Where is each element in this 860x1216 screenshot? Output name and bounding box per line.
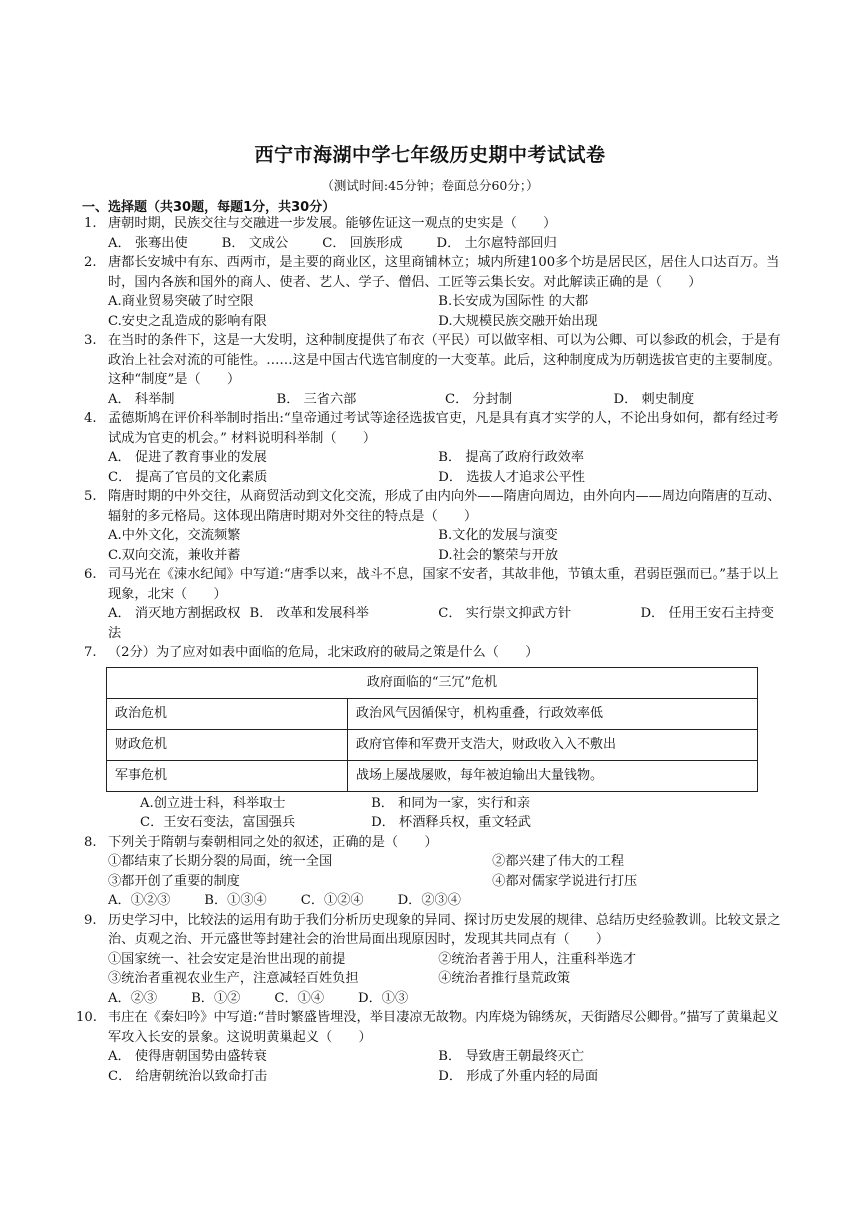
question-stem: 下列关于隋朝与秦朝相同之处的叙述，正确的是（ ） — [108, 834, 438, 850]
options-3 — [82, 390, 782, 410]
option-d[interactable]: D． 任用王安石主持变 — [640, 606, 774, 621]
table-cell: 政治危机 — [107, 698, 348, 729]
question-1 — [82, 214, 782, 234]
option-a[interactable]: A． 科举制 — [108, 391, 175, 407]
option-b[interactable]: B． 三省六部 — [276, 391, 357, 407]
option-c[interactable]: C．王安石变法，富国强兵 — [140, 815, 296, 830]
option-c[interactable]: C． 回族形成 — [322, 235, 403, 251]
option-b[interactable]: B． 改革和发展科举 — [249, 606, 369, 621]
option-a[interactable]: A.创立进士科，科举取士 — [140, 795, 286, 811]
statement-item: ②都兴建了伟大的工程 — [492, 854, 625, 869]
crisis-table — [106, 667, 758, 792]
options-8 — [82, 891, 782, 911]
table-cell: 战场上屡战屡败，每年被迫输出大量钱物。 — [348, 760, 758, 791]
option-a[interactable]: A．①②③ — [108, 893, 171, 908]
option-c[interactable]: C． 分封制 — [445, 391, 513, 407]
question-6 — [82, 565, 782, 604]
question-stem: 在当时的条件下，这是一大发明，这种制度提供了布衣（平民）可以做宰相、可以为公卿、可以参政的机会，于是有政治上社会对流的可能性。……这是中国古代选官制度的一大变革。此后，这种制度成为历朝选拔官吏的主要制度。这种“制度”是（ ） — [108, 333, 781, 387]
option-c[interactable]: C．①④ — [274, 990, 325, 1006]
statements-9 — [82, 950, 782, 989]
statement-item: ④统治者推行垦荒政策 — [438, 971, 571, 986]
option-b[interactable]: B．①③④ — [204, 893, 267, 908]
option-d[interactable]: D． 选拔人才追求公平性 — [438, 469, 585, 485]
question-stem: 唐都长安城中有东、西两市，是主要的商业区，这里商铺林立；城内所建100多个坊是居民区，居住人口达百万。当时，国内各族和国外的商人、使者、艺人、学子、僧侣、工匠等云集长安。对此解读正确的是（ ） — [108, 255, 780, 290]
option-d[interactable]: D． 杯酒释兵权，重文轻武 — [371, 815, 531, 830]
question-number: 7. — [84, 645, 97, 660]
options-4 — [82, 448, 782, 487]
option-d[interactable]: D.大规模民族交融开始出现 — [438, 313, 598, 329]
question-10 — [76, 1008, 782, 1047]
option-d[interactable]: D． 形成了外重内轻的局面 — [438, 1068, 599, 1084]
options-10 — [82, 1047, 782, 1086]
option-c[interactable]: C.双向交流，兼收并蓄 — [108, 547, 241, 563]
option-c[interactable]: C． 给唐朝统治以致命打击 — [108, 1068, 268, 1084]
page-title: 西宁市海湖中学七年级历史期中考试试卷 — [254, 144, 606, 166]
option-b[interactable]: B． 文成公 — [221, 235, 289, 251]
question-4 — [82, 409, 782, 448]
option-d[interactable]: D．①③ — [358, 990, 409, 1006]
option-d[interactable]: D．②③④ — [397, 893, 461, 908]
table-cell: 政治风气因循保守，机构重叠，行政效率低 — [348, 698, 758, 729]
options-1 — [82, 234, 782, 254]
table-cell: 政府官俸和军费开支浩大，财政收入入不敷出 — [348, 729, 758, 760]
option-c[interactable]: C．①②④ — [300, 893, 364, 908]
question-number: 10. — [76, 1010, 97, 1025]
question-9 — [82, 911, 782, 950]
question-stem: 孟德斯鸠在评价科举制时指出:“皇帝通过考试等途径选拔官吏，凡是具有真才实学的人，不论出身如何，都有经过考试成为官吏的机会。” 材料说明科举制（ ） — [108, 411, 779, 446]
option-c[interactable]: C． 提高了官员的文化素质 — [108, 469, 268, 485]
statement-item: ④都对儒家学说进行打压 — [492, 873, 638, 889]
option-a[interactable]: A．②③ — [108, 990, 158, 1006]
options-6 — [82, 604, 782, 643]
option-a[interactable]: A． 使得唐朝国势由盛转衰 — [108, 1049, 267, 1064]
question-3 — [82, 331, 782, 390]
question-stem: 唐朝时期，民族交往与交融进一步发展。能够佐证这一观点的史实是（ ） — [108, 216, 557, 231]
options-5 — [82, 526, 782, 565]
options-7 — [82, 794, 782, 833]
table-cell: 军事危机 — [107, 760, 348, 791]
option-b[interactable]: B.文化的发展与演变 — [438, 528, 558, 543]
statements-8 — [82, 852, 782, 891]
option-a[interactable]: A.中外文化，交流频繁 — [108, 528, 241, 543]
option-d[interactable]: D.社会的繁荣与开放 — [438, 547, 559, 563]
question-number: 3. — [84, 333, 97, 348]
option-a[interactable]: A． 促进了教育事业的发展 — [108, 450, 267, 465]
question-number: 2. — [84, 255, 97, 270]
option-d-continued: 法 — [108, 625, 122, 641]
statement-item: ③都开创了重要的制度 — [108, 873, 240, 889]
question-number: 5. — [84, 489, 97, 504]
option-c[interactable]: C． 实行崇文抑武方针 — [438, 606, 572, 621]
question-stem: 司马光在《涑水纪闻》中写道:“唐季以来，战斗不息，国家不安者，其故非他，节镇太重，君弱臣强而已。”基于以上现象，北宋（ ） — [108, 567, 779, 602]
option-b[interactable]: B． 提高了政府行政效率 — [438, 450, 585, 465]
question-list — [76, 214, 782, 1086]
option-a[interactable]: A.商业贸易突破了时空限 — [108, 294, 254, 309]
section-heading: 一、选择题（共30题，每题1分，共30分） — [82, 200, 336, 215]
question-number: 6. — [84, 567, 97, 582]
option-b[interactable]: B．①② — [191, 990, 241, 1006]
options-9 — [82, 989, 782, 1009]
question-number: 9. — [84, 912, 97, 928]
question-number: 8. — [84, 834, 97, 850]
table-heading: 政府面临的“三冗”危机 — [107, 667, 758, 698]
option-b[interactable]: B.长安成为国际性 的大都 — [438, 294, 589, 309]
exam-info: （测试时间:45分钟；卷面总分60分；） — [321, 178, 539, 193]
question-stem: （2分）为了应对如表中面临的危局，北宋政府的破局之策是什么（ ） — [108, 645, 539, 660]
question-8 — [82, 833, 782, 853]
question-number: 4. — [84, 411, 97, 426]
option-b[interactable]: B． 和同为一家，实行和亲 — [371, 795, 531, 811]
question-5 — [82, 487, 782, 526]
option-c[interactable]: C.安史之乱造成的影响有限 — [108, 313, 267, 329]
options-2 — [82, 292, 782, 331]
statement-item: ②统治者善于用人，注重科举选才 — [438, 951, 637, 967]
table-row — [107, 760, 758, 791]
table-heading-row — [107, 667, 758, 698]
option-d[interactable]: D． 土尔扈特部回归 — [436, 235, 557, 251]
option-b[interactable]: B． 导致唐王朝最终灭亡 — [438, 1049, 585, 1064]
question-7 — [82, 643, 782, 663]
statement-item: ①国家统一、社会安定是治世出现的前提 — [108, 951, 346, 967]
question-stem: 隋唐时期的中外交往，从商贸活动到文化交流，形成了由内向外——隋唐向周边，由外向内——周边向隋唐的互动、辐射的多元格局。这体现出隋唐时期对外交往的特点是（ ） — [108, 489, 781, 524]
question-stem: 历史学习中，比较法的运用有助于我们分析历史现象的异同、探讨历史发展的规律、总结历史经验教训。比较文景之治、贞观之治、开元盛世等封建社会的治世局面出现原因时，发现其共同点有（ ） — [108, 912, 781, 947]
option-a[interactable]: A． 张骞出使 — [108, 235, 188, 251]
table-row — [107, 698, 758, 729]
statement-item: ③统治者重视农业生产，注意减轻百姓负担 — [108, 971, 359, 986]
option-a[interactable]: A． 消灭地方割据政权 — [108, 606, 241, 621]
question-2 — [82, 253, 782, 292]
question-stem: 韦庄在《秦妇吟》中写道:“昔时繁盛皆埋没，举目凄凉无故物。内库烧为锦绣灰，天街踏尽公卿骨。”描写了黄巢起义军攻入长安的景象。这说明黄巢起义（ ） — [108, 1010, 779, 1045]
question-number: 1. — [84, 216, 97, 231]
option-d[interactable]: D． 刺史制度 — [613, 391, 695, 407]
table-row — [107, 729, 758, 760]
table-cell: 财政危机 — [107, 729, 348, 760]
statement-item: ①都结束了长期分裂的局面，统一全国 — [108, 854, 333, 869]
